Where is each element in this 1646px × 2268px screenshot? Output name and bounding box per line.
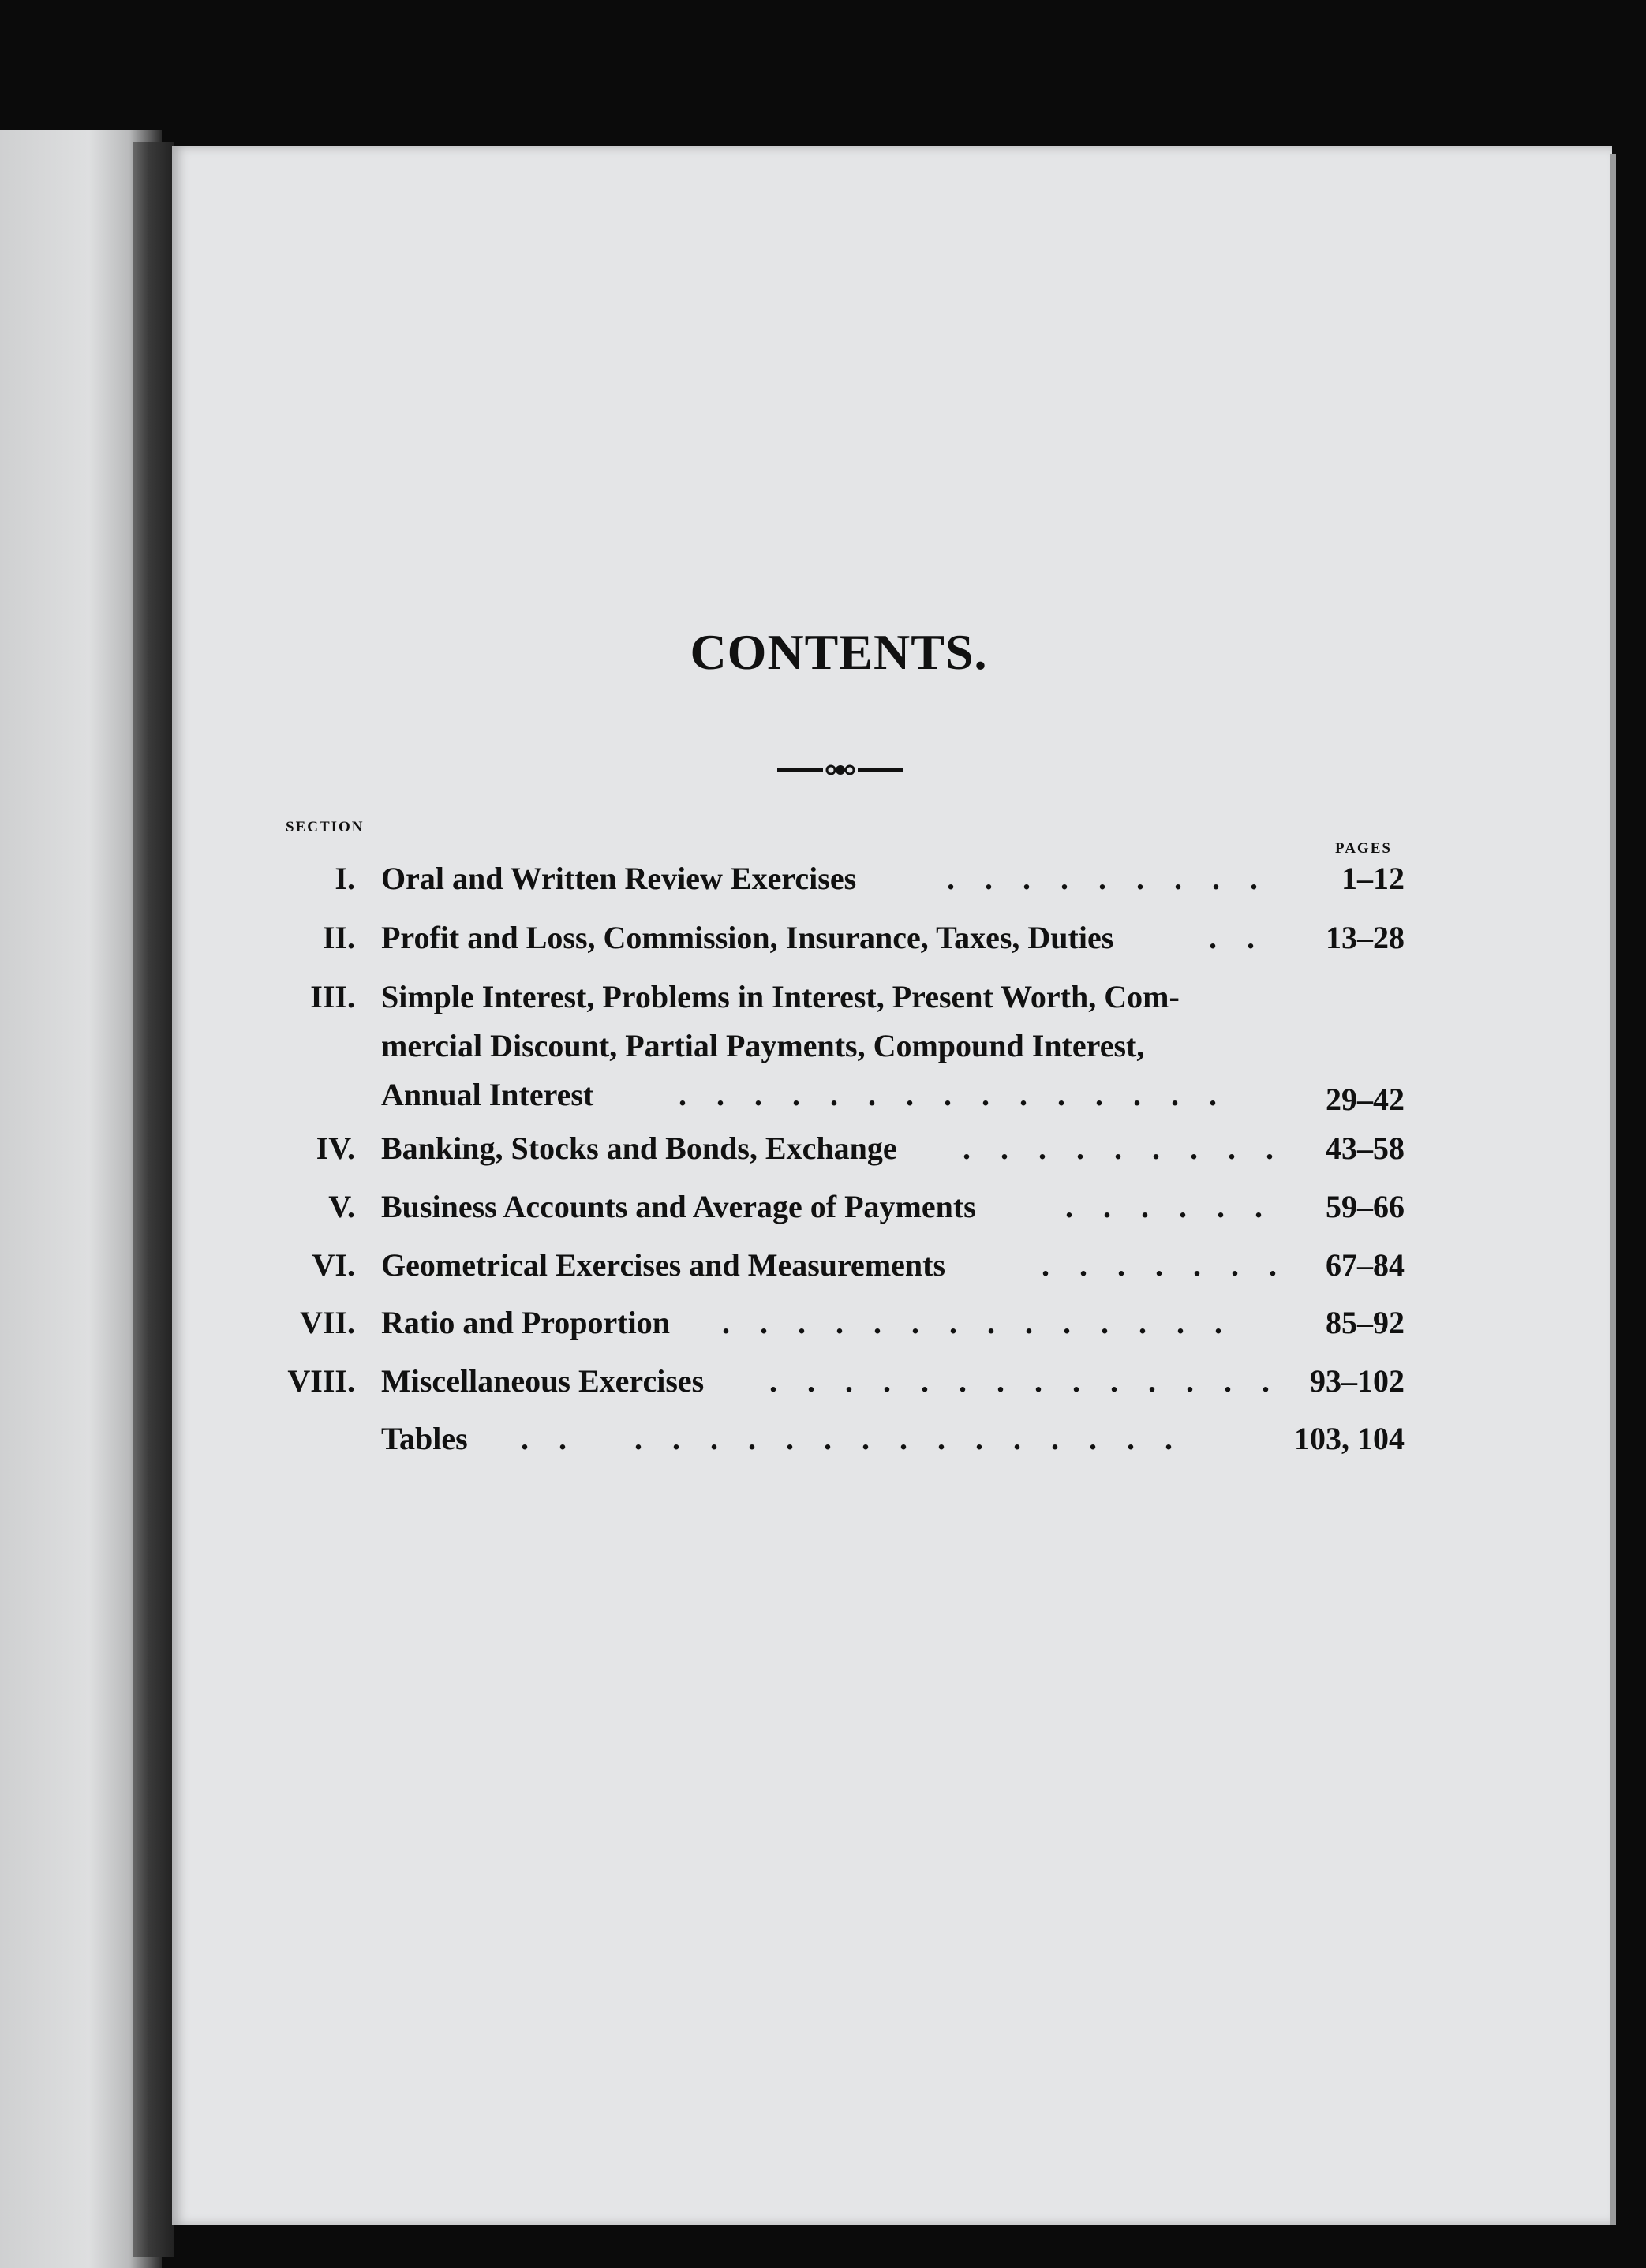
entry-title: Geometrical Exercises and Measurements <box>381 1247 946 1283</box>
page-range: 67–84 <box>1326 1247 1405 1283</box>
page-range: 1–12 <box>1341 861 1405 896</box>
page-range: 93–102 <box>1310 1363 1405 1399</box>
entry-title-line: Annual Interest <box>381 1077 594 1112</box>
leader-dots: . . . . . . . . . <box>963 1130 1285 1166</box>
section-number: IV. <box>316 1130 355 1166</box>
page-range: 85–92 <box>1326 1305 1405 1340</box>
title-ornament <box>777 760 903 779</box>
entry-title: Tables <box>381 1421 468 1456</box>
toc-entry <box>237 1188 1405 1243</box>
toc-entry <box>237 1130 1405 1185</box>
toc-entry <box>237 1246 1405 1302</box>
section-column-header: SECTION <box>286 819 365 835</box>
leader-dots: . . . . . . <box>1065 1189 1274 1224</box>
pages-column-header: PAGES <box>1335 840 1392 857</box>
leader-dots: . . . . . . . <box>1042 1247 1288 1283</box>
section-number: III. <box>310 979 355 1014</box>
page-range: 43–58 <box>1326 1130 1405 1166</box>
page-title: CONTENTS. <box>690 624 988 680</box>
toc-entry <box>237 978 1405 1136</box>
leader-dots: . . . . . . . . . . . . . . . <box>679 1077 1228 1112</box>
page-range: 13–28 <box>1326 920 1405 955</box>
page-range: 29–42 <box>1326 1082 1405 1117</box>
toc-entry <box>237 1420 1405 1475</box>
leader-dots: . . <box>1209 920 1266 955</box>
entry-title: Banking, Stocks and Bonds, Exchange <box>381 1130 897 1166</box>
entry-title-line: Simple Interest, Problems in Interest, Present Worth, Com- <box>381 979 1180 1014</box>
leader-dots: . . . . . . . . . . . . . . <box>722 1305 1233 1340</box>
section-number: II. <box>322 920 355 955</box>
section-number: VIII. <box>287 1363 355 1399</box>
entry-title: Profit and Loss, Commission, Insurance, Taxes, Duties <box>381 920 1114 955</box>
entry-title-line: mercial Discount, Partial Payments, Compound Interest, <box>381 1028 1145 1063</box>
page-edge <box>1610 154 1616 2225</box>
toc-entry <box>237 860 1405 915</box>
toc-entry <box>237 1304 1405 1359</box>
entry-title: Business Accounts and Average of Payments <box>381 1189 976 1224</box>
toc-entry <box>237 1362 1405 1418</box>
entry-title: Miscellaneous Exercises <box>381 1363 705 1399</box>
book-binding <box>133 142 174 2257</box>
toc-entry <box>237 919 1405 974</box>
leader-dots: . . . . . . . . . . . . . . <box>769 1363 1281 1399</box>
page-range: 103, 104 <box>1294 1421 1405 1456</box>
section-number: I. <box>335 861 355 896</box>
book-page <box>172 146 1612 2225</box>
page-range: 59–66 <box>1326 1189 1405 1224</box>
section-number: V. <box>328 1189 355 1224</box>
leader-dots: . . . . . . . . . <box>947 861 1269 896</box>
section-number: VI. <box>312 1247 355 1283</box>
leader-dots: . . . . . . . . . . . . . . . . . <box>521 1421 1184 1456</box>
section-number: VII. <box>299 1305 355 1340</box>
entry-title: Ratio and Proportion <box>381 1305 670 1340</box>
entry-title: Oral and Written Review Exercises <box>381 861 857 896</box>
